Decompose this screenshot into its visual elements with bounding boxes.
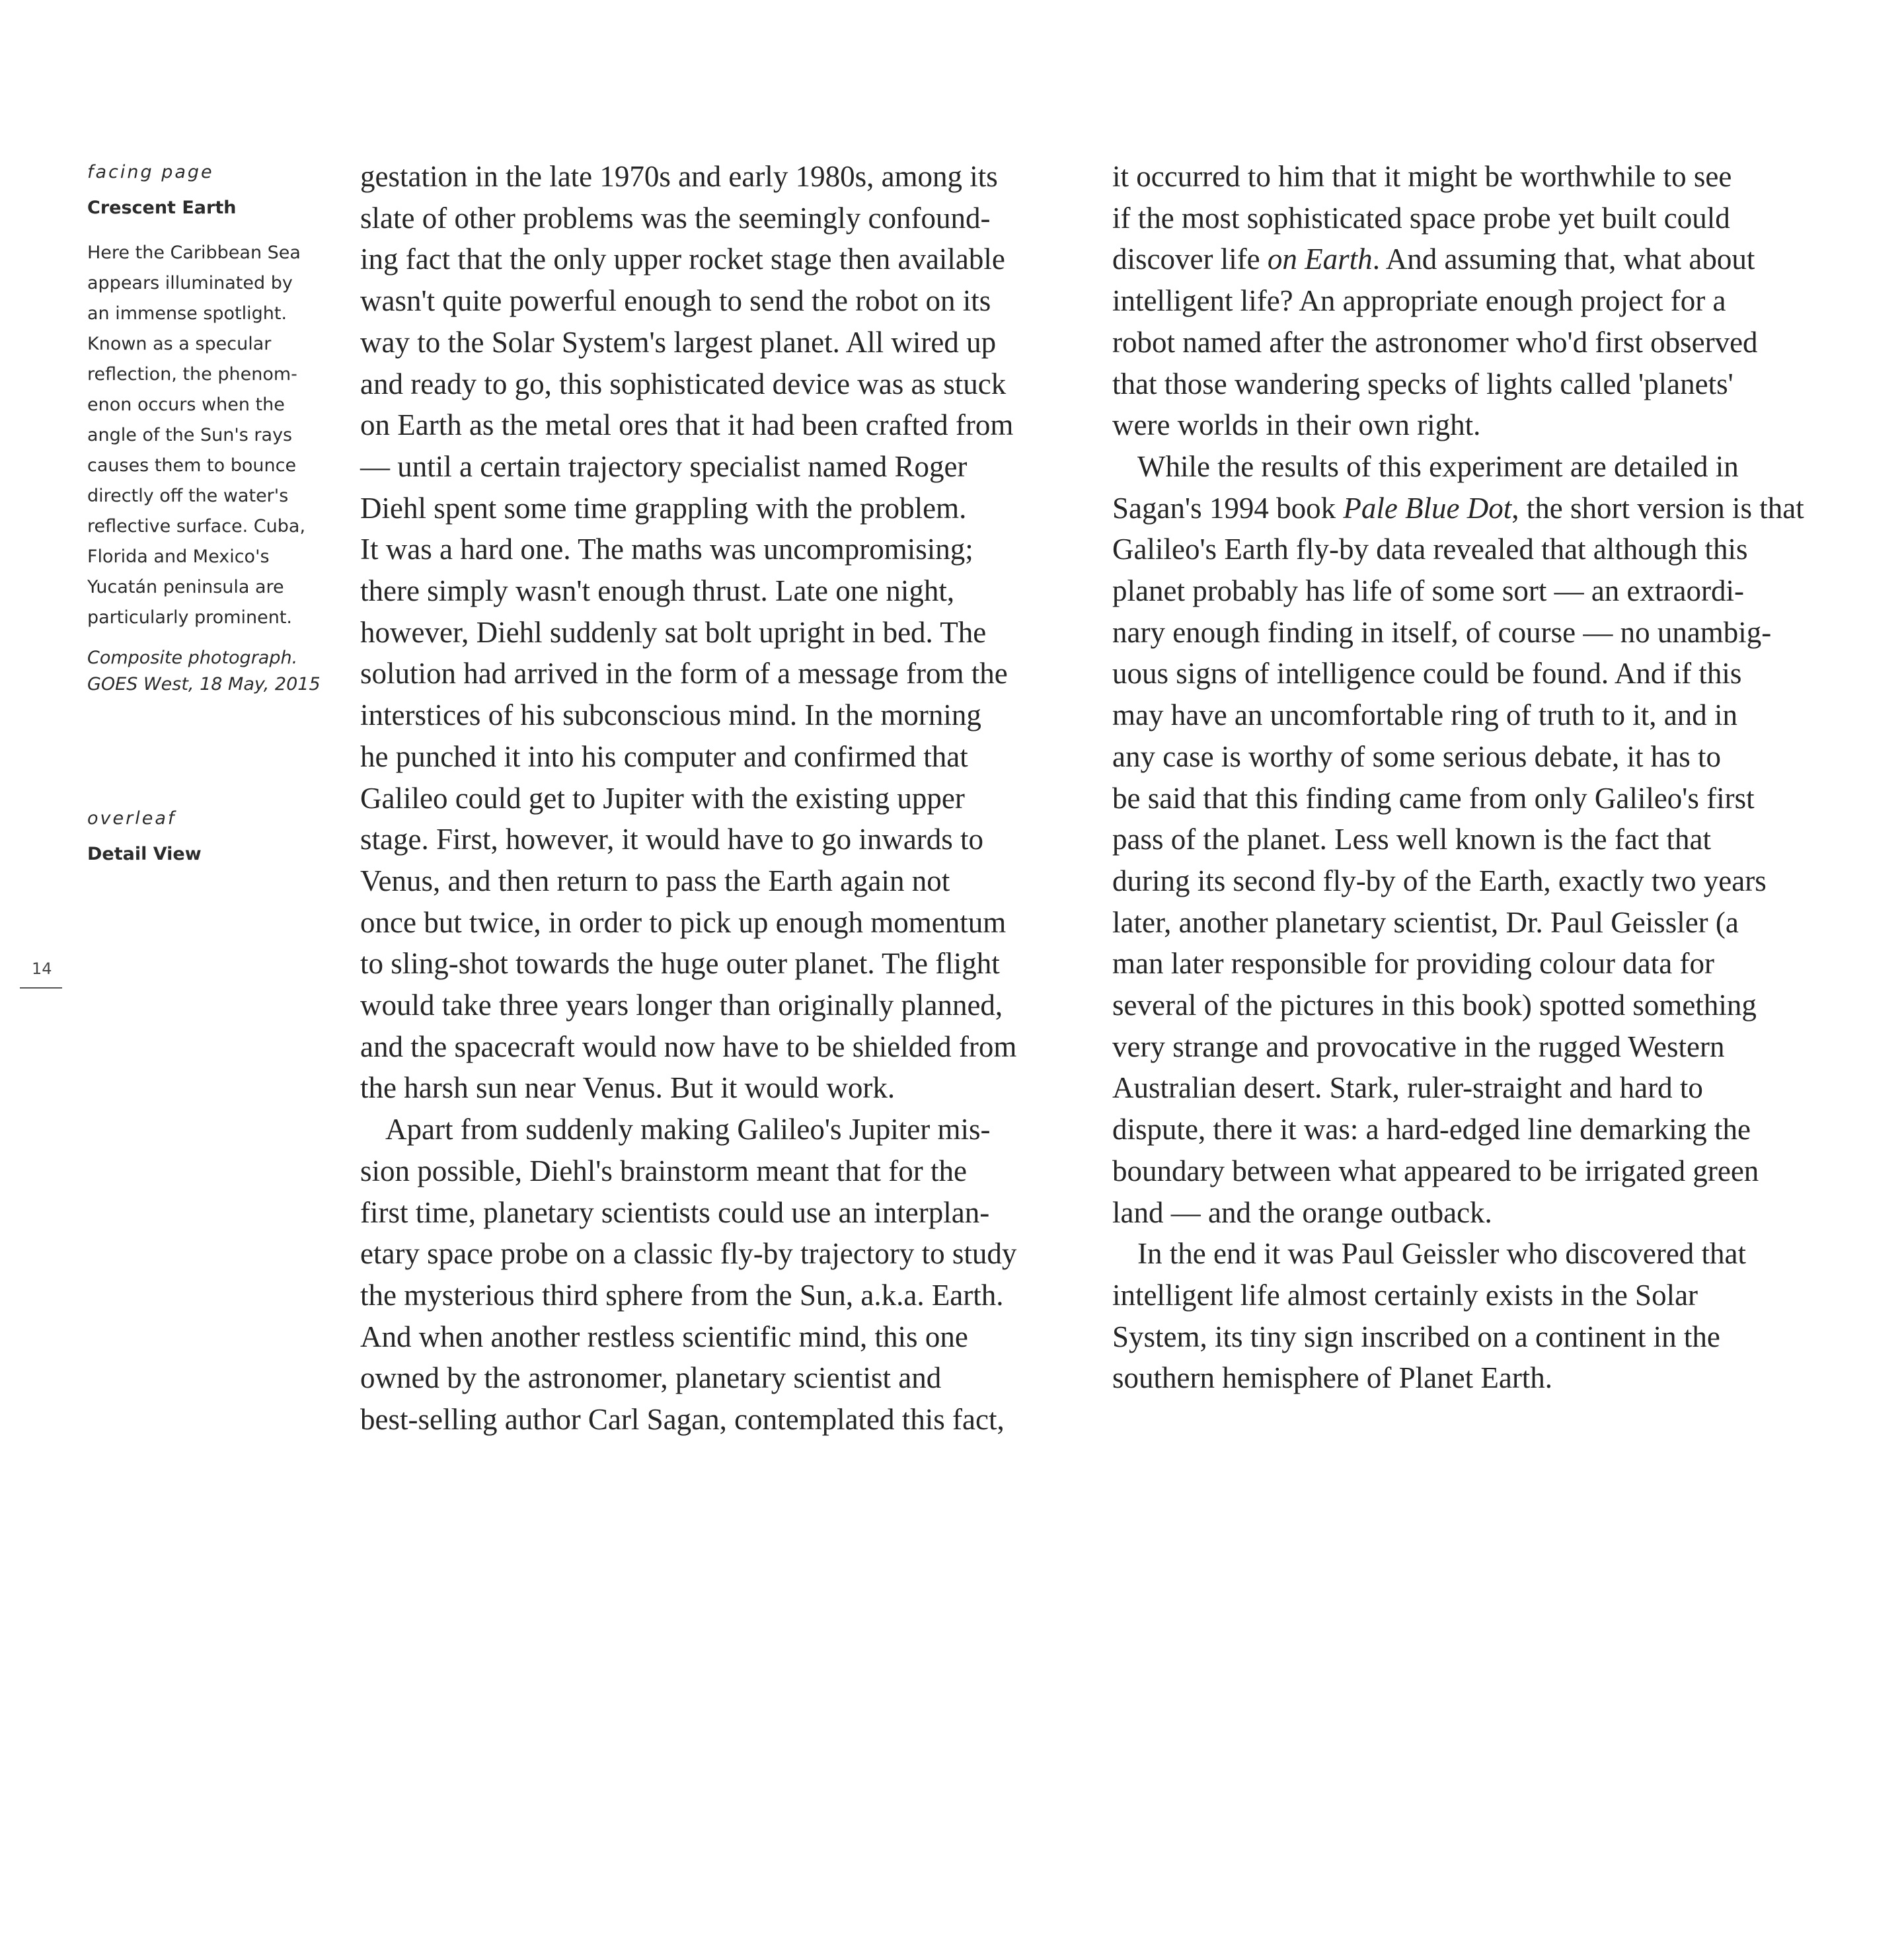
text-line — [360, 488, 1016, 529]
text-line — [360, 1357, 1016, 1399]
text-segment: interstices of his subconscious mind. In the morning — [360, 698, 981, 732]
text-segment: to sling-shot towards the huge outer planet. The flight — [360, 947, 1000, 981]
text-segment: would take three years longer than originally planned, — [360, 989, 1003, 1022]
text-segment: It was a hard one. The maths was uncompromising; — [360, 533, 973, 566]
text-line — [1112, 860, 1804, 902]
text-segment: dispute, there it was: a hard-edged line demarking the — [1112, 1113, 1751, 1146]
text-segment: wasn't quite powerful enough to send the robot on its — [360, 284, 991, 318]
body-column-right — [1112, 156, 1804, 1399]
italic-title-text: on Earth — [1267, 243, 1373, 276]
text-segment: however, Diehl suddenly sat bolt upright in bed. The — [360, 615, 987, 649]
caption-line: angle of the Sun's rays — [87, 425, 293, 445]
text-segment: on Earth as the metal ores that it had been crafted from — [360, 408, 1014, 442]
text-line — [360, 1150, 1016, 1192]
text-line — [1112, 943, 1804, 985]
text-line — [360, 322, 1016, 363]
facing-page-label: facing page — [87, 162, 214, 182]
text-line — [360, 363, 1016, 405]
caption-line: reflective surface. Cuba, — [87, 516, 306, 537]
page-number: 14 — [32, 959, 52, 978]
text-line — [360, 860, 1016, 902]
text-segment: very strange and provocative in the rugged Western — [1112, 1030, 1725, 1063]
text-segment: any case is worthy of some serious debate, it has to — [1112, 739, 1722, 773]
text-line — [360, 1067, 1016, 1109]
text-line — [360, 819, 1016, 860]
text-line — [360, 985, 1016, 1026]
text-segment: southern hemisphere of Planet Earth. — [1112, 1361, 1553, 1395]
credit-line: Composite photograph. — [87, 648, 298, 668]
text-segment: ing fact that the only upper rocket stage then available — [360, 243, 1005, 276]
text-segment: Galileo could get to Jupiter with the existing upper — [360, 781, 965, 815]
text-line — [1112, 1067, 1804, 1109]
text-segment: solution had arrived in the form of a message from the — [360, 657, 1008, 691]
caption-text — [87, 238, 325, 633]
credit-line: GOES West, 18 May, 2015 — [87, 674, 321, 694]
text-segment: once but twice, in order to pick up enough momentum — [360, 905, 1007, 939]
text-line — [360, 943, 1016, 985]
text-segment: if the most sophisticated space probe yet built could — [1112, 201, 1730, 235]
text-segment: land — and the orange outback. — [1112, 1195, 1492, 1229]
text-line — [1112, 363, 1804, 405]
text-line — [1112, 902, 1804, 944]
text-line — [360, 404, 1016, 446]
text-segment: Venus, and then return to pass the Earth again not — [360, 864, 950, 897]
text-segment: Australian desert. Stark, ruler-straight and hard to — [1112, 1071, 1703, 1105]
text-segment: While the results of this experiment are detailed in — [1137, 449, 1739, 483]
text-line — [360, 1026, 1016, 1068]
text-line — [1112, 322, 1804, 363]
text-segment: intelligent life almost certainly exists in the Solar — [1112, 1278, 1698, 1312]
text-line — [360, 446, 1016, 488]
caption-line: reflection, the phenom- — [87, 364, 297, 385]
text-segment: System, its tiny sign inscribed on a continent in the — [1112, 1320, 1720, 1353]
text-line — [1112, 1150, 1804, 1192]
text-line — [1112, 404, 1804, 446]
text-segment: the harsh sun near Venus. But it would work. — [360, 1071, 895, 1105]
text-line — [1112, 239, 1804, 280]
text-line — [1112, 694, 1804, 736]
paragraph-start-line — [1112, 446, 1804, 488]
text-line — [360, 1399, 1016, 1441]
text-segment: etary space probe on a classic fly-by trajectory to study — [360, 1237, 1017, 1271]
text-segment: it occurred to him that it might be worthwhile to see — [1112, 160, 1732, 193]
page-number-rule — [20, 987, 62, 989]
text-segment: and ready to go, this sophisticated device was as stuck — [360, 367, 1007, 400]
text-line — [360, 1275, 1016, 1316]
text-line — [1112, 570, 1804, 612]
caption-sidebar — [87, 157, 325, 884]
text-segment: that those wandering specks of lights called 'planets' — [1112, 367, 1733, 400]
text-segment: And when another restless scientific mind, this one — [360, 1320, 968, 1353]
text-line — [360, 778, 1016, 819]
caption-line: appears illuminated by — [87, 273, 293, 293]
text-line — [1112, 280, 1804, 322]
text-line — [1112, 1026, 1804, 1068]
text-line — [1112, 1357, 1804, 1399]
facing-page-title: Crescent Earth — [87, 198, 237, 218]
text-line — [1112, 1192, 1804, 1234]
text-line — [360, 1316, 1016, 1358]
caption-line: Known as a specular — [87, 334, 272, 354]
text-segment: later, another planetary scientist, Dr. Paul Geissler (a — [1112, 905, 1739, 939]
text-line — [1112, 1316, 1804, 1358]
text-line — [1112, 198, 1804, 239]
text-segment: there simply wasn't enough thrust. Late one night, — [360, 574, 955, 608]
text-segment: robot named after the astronomer who'd first observed — [1112, 325, 1758, 359]
caption-line: enon occurs when the — [87, 394, 285, 415]
text-segment: several of the pictures in this book) spotted something — [1112, 989, 1757, 1022]
text-segment: Galileo's Earth fly-by data revealed that although this — [1112, 533, 1748, 566]
text-segment: may have an uncomfortable ring of truth to it, and in — [1112, 698, 1737, 732]
text-segment: the mysterious third sphere from the Sun, a.k.a. Earth. — [360, 1278, 1004, 1312]
text-segment: first time, planetary scientists could use an interplan- — [360, 1195, 990, 1229]
body-column-left — [360, 156, 1016, 1441]
text-line — [1112, 653, 1804, 694]
text-line — [1112, 156, 1804, 198]
text-segment: stage. First, however, it would have to go inwards to — [360, 823, 984, 856]
text-segment: and the spacecraft would now have to be shielded from — [360, 1030, 1017, 1063]
text-line — [360, 1192, 1016, 1234]
paragraph-start-line — [360, 1109, 1016, 1150]
photo-credit — [87, 645, 325, 698]
text-segment: Apart from suddenly making Galileo's Jupiter mis- — [385, 1113, 991, 1146]
text-segment: uous signs of intelligence could be found. And if this — [1112, 657, 1742, 691]
text-segment: man later responsible for providing colour data for — [1112, 947, 1714, 981]
caption-line: Florida and Mexico's — [87, 546, 270, 567]
overleaf-label: overleaf — [87, 808, 176, 829]
text-line — [1112, 736, 1804, 778]
text-line — [360, 239, 1016, 280]
text-segment: owned by the astronomer, planetary scientist and — [360, 1361, 942, 1395]
text-segment: boundary between what appeared to be irrigated green — [1112, 1154, 1759, 1187]
text-segment: discover life — [1112, 243, 1268, 276]
text-segment: he punched it into his computer and confirmed that — [360, 739, 968, 773]
text-segment: . And assuming that, what about — [1372, 243, 1755, 276]
text-segment: gestation in the late 1970s and early 1980s, among its — [360, 160, 998, 193]
caption-line: Here the Caribbean Sea — [87, 243, 301, 263]
text-line — [360, 694, 1016, 736]
text-segment: nary enough finding in itself, of course — no unambig- — [1112, 615, 1772, 649]
text-line — [360, 280, 1016, 322]
text-segment: In the end it was Paul Geissler who discovered that — [1137, 1237, 1747, 1271]
text-segment: pass of the planet. Less well known is the fact that — [1112, 823, 1712, 856]
text-line — [360, 902, 1016, 944]
caption-line: directly off the water's — [87, 486, 289, 506]
text-segment: intelligent life? An appropriate enough project for a — [1112, 284, 1726, 318]
text-segment: , the short version is that — [1511, 491, 1804, 525]
text-segment: way to the Solar System's largest planet. All wired up — [360, 325, 997, 359]
text-segment: Diehl spent some time grappling with the problem. — [360, 491, 967, 525]
caption-line: an immense spotlight. — [87, 303, 287, 324]
text-line — [360, 612, 1016, 654]
text-segment: best-selling author Carl Sagan, contemplated this fact, — [360, 1403, 1005, 1437]
overleaf-title: Detail View — [87, 844, 202, 864]
caption-line: Yucatán peninsula are — [87, 577, 284, 597]
text-line — [360, 1233, 1016, 1275]
text-line — [1112, 985, 1804, 1026]
text-segment: were worlds in their own right. — [1112, 408, 1481, 442]
caption-line: particularly prominent. — [87, 607, 293, 628]
text-line — [360, 736, 1016, 778]
text-segment: planet probably has life of some sort — an extraordi- — [1112, 574, 1744, 608]
text-segment: be said that this finding came from only Galileo's first — [1112, 781, 1755, 815]
text-segment: during its second fly-by of the Earth, exactly two years — [1112, 864, 1767, 897]
text-line — [360, 570, 1016, 612]
text-segment: — until a certain trajectory specialist named Roger — [360, 449, 968, 483]
text-line — [360, 653, 1016, 694]
text-line — [360, 529, 1016, 570]
text-line — [1112, 612, 1804, 654]
text-line — [360, 198, 1016, 239]
text-line — [1112, 1275, 1804, 1316]
italic-title-text: Pale Blue Dot — [1343, 491, 1512, 525]
caption-line: causes them to bounce — [87, 455, 297, 476]
text-segment: Sagan's 1994 book — [1112, 491, 1344, 525]
text-segment: sion possible, Diehl's brainstorm meant that for the — [360, 1154, 967, 1187]
text-line — [1112, 778, 1804, 819]
text-line — [1112, 488, 1804, 529]
text-line — [1112, 1109, 1804, 1150]
text-line — [1112, 819, 1804, 860]
text-line — [360, 156, 1016, 198]
text-segment: slate of other problems was the seemingly confound- — [360, 201, 991, 235]
text-line — [1112, 529, 1804, 570]
paragraph-start-line — [1112, 1233, 1804, 1275]
